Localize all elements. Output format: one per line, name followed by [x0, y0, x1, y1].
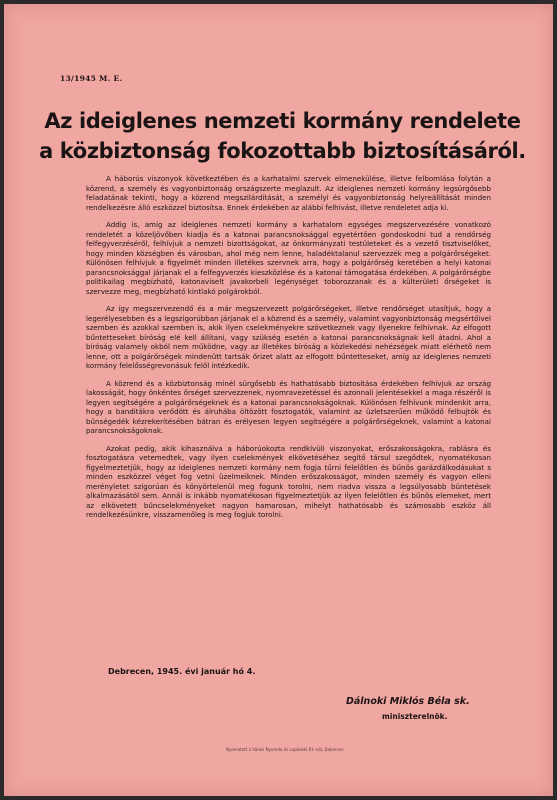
date-line: Debrecen, 1945. évi január hó 4.: [108, 667, 256, 676]
printer-note: Nyomatott a Városi Nyomda és Lapkiadó Rt.-nál, Debrecen: [226, 747, 344, 752]
document-sheet: [4, 4, 553, 796]
signature-role: miniszterelnök.: [382, 712, 448, 721]
paragraph-4: A közrend és a közbiztonság minél sürgősebb és hathatósabb biztosítása érdekében felhívjuk az ország lakosságát, hogy önkéntes őrséget szervezzenek, nyomravezetéssel és azonnali jelentésekkel a maga részéről is legyen segítségére a polgárőrségeknek és a katonai parancsnokságoknak. Különösen felhívunk mindenkit arra, hogy a banditákra verődött és álruhába öltözött fosztogatók, valamint az üzletszerűen működő felbujtók és bűnségedék kézrekerítésében bátran és erélyesen legyen segítségére a polgárőrségeknek, valamint a katonai parancsnokságoknak.: [86, 378, 491, 435]
title-line-2: a közbiztonság fokozottabb biztosításáról.: [39, 139, 526, 163]
paragraph-1: A háborús viszonyok következtében és a karhatalmi szervek elmenekülése, illetve felbomlása folytán a közrend, a személy és vagyonbiztonság országszerte meglazult. Az ideiglenes nemzeti kormány legsürgősebb feladatának tekinti, hogy a közrend megszilárdítását, a személyi és vagyonbiztonság helyreállítását minden rendelkezésre álló eszközzel biztosítsa. Ennek érdekében az alábbi felhívást, illetve rendeletet adja ki.: [86, 174, 491, 212]
signature-name: Dálnoki Miklós Béla sk.: [346, 696, 470, 707]
paragraph-2: Addig is, amíg az ideiglenes nemzeti kormány a karhatalom egységes megszervezésére vonatkozó rendeletét a közeljövőben kiadja és a katonai parancsnoksággal egyetértően gondoskodni tud a rendőrség felfegyverzéséről, felhívjuk a nemzeti bizottságokat, az önkormányzati testületeket és a vezető tisztviselőket, hogy minden községben és városban, ahol még nem lenne, haladéktalanul szervezzék meg a polgárőrségeket. Különösen felhívjuk a figyelmét minden illetékes szervnek arra, hogy a polgárőrség keretében a helyi katonai parancsnoksággal járjanak el a felfegyverzés kieszközlése és a katonai támogatása érdekében. A polgárőrségbe politikailag megbízható, katonaviselt javakorbeli legénységet toborozzanak és a külterületi őrségeket is szervezze meg, megbízható kintlakó polgárokból.: [86, 220, 491, 296]
reference-number: 13/1945 M. E.: [60, 74, 123, 83]
document-title: [34, 106, 531, 166]
decree-body: [86, 174, 491, 528]
paragraph-3: Az így megszervezendő és a már megszervezett polgárőrségeket, illetve rendőrséget utasítjuk, hogy a legerélyesebben és a legszigorúbban járjanak el a közrend és a személy, valamint vagyonbiztonság megsértőivel szemben és azokkal szemben is, akik ilyen cselekményekre szövetkeznek vagy ilyenekre felhívnak. Az elfogott bűntetteseket bíróság elé kell állítani, vagy szükség esetén a katonai parancsnokságnak kell átadni. Ahol a bíróság valamely okból nem működne, vagy az illetékes bíróság a közlekedési nehézségek miatt elérhető nem lenne, ott a polgárőrségek mindenütt tartsák őrizet alatt az elfogott bűntetteseket, amíg az ideiglenes nemzeti kormány felelősségrevonásuk felől intézkedik.: [86, 304, 491, 370]
title-line-1: Az ideiglenes nemzeti kormány rendelete: [44, 109, 521, 133]
paragraph-5: Azokat pedig, akik kihasználva a háborúokozta rendkívüli viszonyokat, erőszakosságokra, rablásra és fosztogatásra vetemedtek, vagy ilyen cselekmények elkövetéséhez segítő társul szegődtek, nyomatékosan figyelmeztetjük, hogy az ideiglenes nemzeti kormány nem fogja tűrni felelőtlen és bűnös garázdálkodásukat s minden eszközzel véget fog vetni üzelmeiknek. Minden erőszakosságot, minden személy és vagyon elleni merényletet szigorúan és könyörtelenül meg fogunk torolni, nem riadva vissza a legsúlyosabb büntetések alkalmazásától sem. Annál is inkább nyomatékosan figyelmeztetjük az ilyen felelőtlen és bűnös elemeket, mert az elkövetett bűncselekményeket nagyon hamarosan, mihelyt hathatósabb és számosabb eszköz áll rendelkezésünkre, visszamenőleg is meg fogjuk torolni.: [86, 443, 491, 519]
